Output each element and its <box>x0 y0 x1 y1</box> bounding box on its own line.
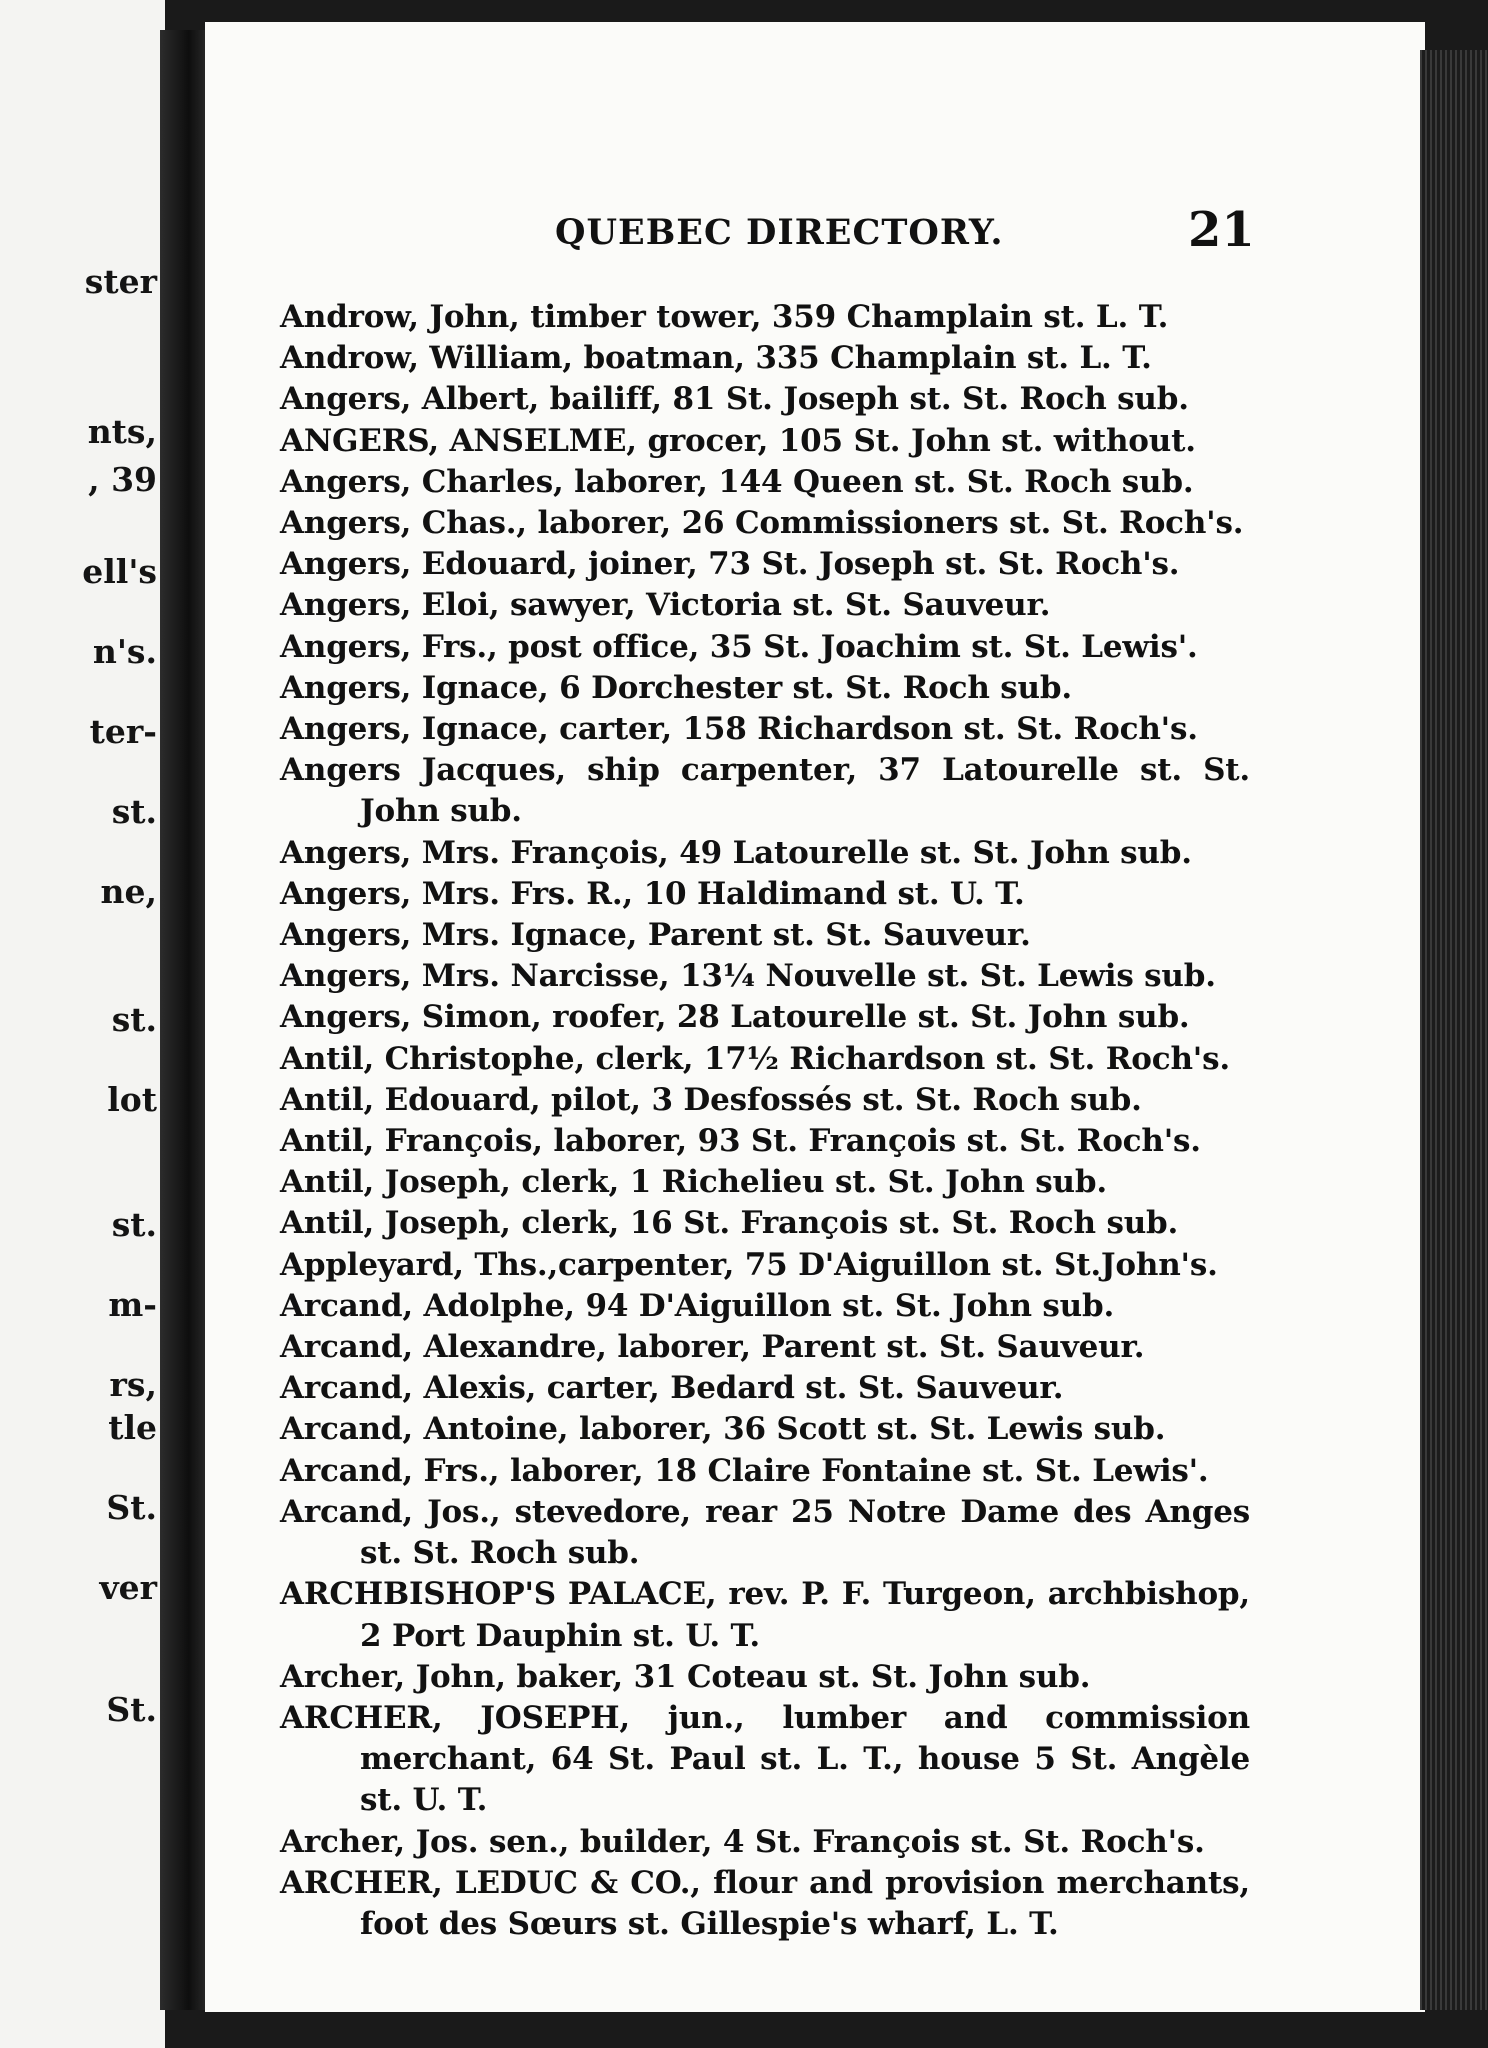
directory-entry: Androw, John, timber tower, 359 Champlain st. L. T. <box>280 299 1169 335</box>
left-page-fragment <box>0 0 165 2048</box>
directory-entry: Appleyard, Ths.,carpenter, 75 D'Aiguillon st. St.John's. <box>280 1246 1218 1283</box>
directory-entry: Angers, Albert, bailiff, 81 St. Joseph st. St. Roch sub. <box>280 381 1189 418</box>
directory-entry: Angers, Mrs. François, 49 Latourelle st. St. John sub. <box>280 834 1192 871</box>
directory-entry: Archer, Jos. sen., builder, 4 St. François st. St. Roch's. <box>280 1823 1205 1860</box>
directory-entry: ARCHER, JOSEPH, jun., lumber and commission merchant, 64 St. Paul st. L. T., house 5 St. Angèle st. U. T. <box>280 1699 1250 1819</box>
directory-entry: ARCHBISHOP'S PALACE, rev. P. F. Turgeon, archbishop, 2 Port Dauphin st. U. T. <box>280 1576 1250 1654</box>
directory-entry: Arcand, Frs., laborer, 18 Claire Fontaine st. St. Lewis'. <box>280 1452 1209 1489</box>
left-page-text: ell's <box>82 552 157 591</box>
book-gutter <box>160 30 208 2010</box>
left-page-text: nts, <box>87 412 157 451</box>
left-page-text: St. <box>106 1690 157 1729</box>
directory-entry: Angers, Ignace, 6 Dorchester st. St. Roch sub. <box>280 669 1072 706</box>
directory-entry: Archer, John, baker, 31 Coteau st. St. John sub. <box>280 1658 1091 1695</box>
directory-entry: ARCHER, LEDUC & CO., flour and provision merchants, foot des Sœurs st. Gillespie's wharf, L. T. <box>280 1864 1250 1942</box>
left-page-text: n's. <box>92 632 157 671</box>
directory-entry: Antil, Joseph, clerk, 16 St. François st. St. Roch sub. <box>280 1205 1179 1242</box>
directory-entry: Angers, Ignace, carter, 158 Richardson st. St. Roch's. <box>280 711 1198 748</box>
directory-entry: ANGERS, ANSELME, grocer, 105 St. John st. without. <box>280 422 1196 459</box>
left-page-text: st. <box>111 1205 157 1244</box>
directory-entry: Angers, Mrs. Narcisse, 13¼ Nouvelle st. St. Lewis sub. <box>280 958 1216 995</box>
directory-entry: Arcand, Alexis, carter, Bedard st. St. Sauveur. <box>280 1370 1064 1407</box>
directory-entry: Angers, Chas., laborer, 26 Commissioners st. St. Roch's. <box>280 505 1244 542</box>
left-page-text: st. <box>111 792 157 831</box>
left-page-text: tle <box>108 1408 157 1447</box>
directory-entries <box>280 297 1250 1945</box>
left-page-text: rs, <box>109 1365 157 1404</box>
directory-entry: Antil, Christophe, clerk, 17½ Richardson st. St. Roch's. <box>280 1040 1230 1077</box>
left-page-text: st. <box>111 1000 157 1039</box>
left-page-text: lot <box>107 1080 157 1119</box>
left-page-text: St. <box>106 1488 157 1527</box>
page-edges <box>1420 50 1488 2010</box>
directory-entry: Angers, Mrs. Ignace, Parent st. St. Sauveur. <box>280 917 1031 954</box>
left-page-text: m- <box>108 1285 157 1324</box>
directory-entry: Arcand, Antoine, laborer, 36 Scott st. St. Lewis sub. <box>280 1411 1166 1448</box>
directory-entry: Angers, Frs., post office, 35 St. Joachim st. St. Lewis'. <box>280 628 1198 665</box>
left-page-text: ter- <box>89 712 157 751</box>
directory-entry: Angers, Charles, laborer, 144 Queen st. St. Roch sub. <box>280 463 1194 500</box>
left-page-text: ster <box>84 262 157 301</box>
directory-entry: Angers, Eloi, sawyer, Victoria st. St. Sauveur. <box>280 587 1051 624</box>
directory-entry: Angers, Mrs. Frs. R., 10 Haldimand st. U. T. <box>280 875 1025 912</box>
left-page-text: ne, <box>100 872 157 911</box>
left-page-text: , 39 <box>88 460 157 499</box>
running-head: QUEBEC DIRECTORY. <box>555 212 1004 253</box>
directory-entry: Arcand, Adolphe, 94 D'Aiguillon st. St. John sub. <box>280 1287 1115 1324</box>
directory-entry: Androw, William, boatman, 335 Champlain st. L. T. <box>280 340 1152 377</box>
left-page-text: ver <box>99 1568 157 1607</box>
directory-entry: Angers Jacques, ship carpenter, 37 Latourelle st. St. John sub. <box>280 752 1250 830</box>
directory-entry: Antil, François, laborer, 93 St. François st. St. Roch's. <box>280 1123 1201 1160</box>
directory-entry: Arcand, Alexandre, laborer, Parent st. St. Sauveur. <box>280 1329 1145 1366</box>
directory-entry: Antil, Edouard, pilot, 3 Desfossés st. St. Roch sub. <box>280 1081 1142 1118</box>
directory-entry: Antil, Joseph, clerk, 1 Richelieu st. St. John sub. <box>280 1164 1107 1201</box>
directory-entry: Angers, Simon, roofer, 28 Latourelle st. St. John sub. <box>280 999 1190 1036</box>
directory-entry: Angers, Edouard, joiner, 73 St. Joseph st. St. Roch's. <box>280 546 1180 583</box>
page-number: 21 <box>1188 202 1255 258</box>
directory-entry: Arcand, Jos., stevedore, rear 25 Notre Dame des Anges st. St. Roch sub. <box>280 1493 1250 1572</box>
